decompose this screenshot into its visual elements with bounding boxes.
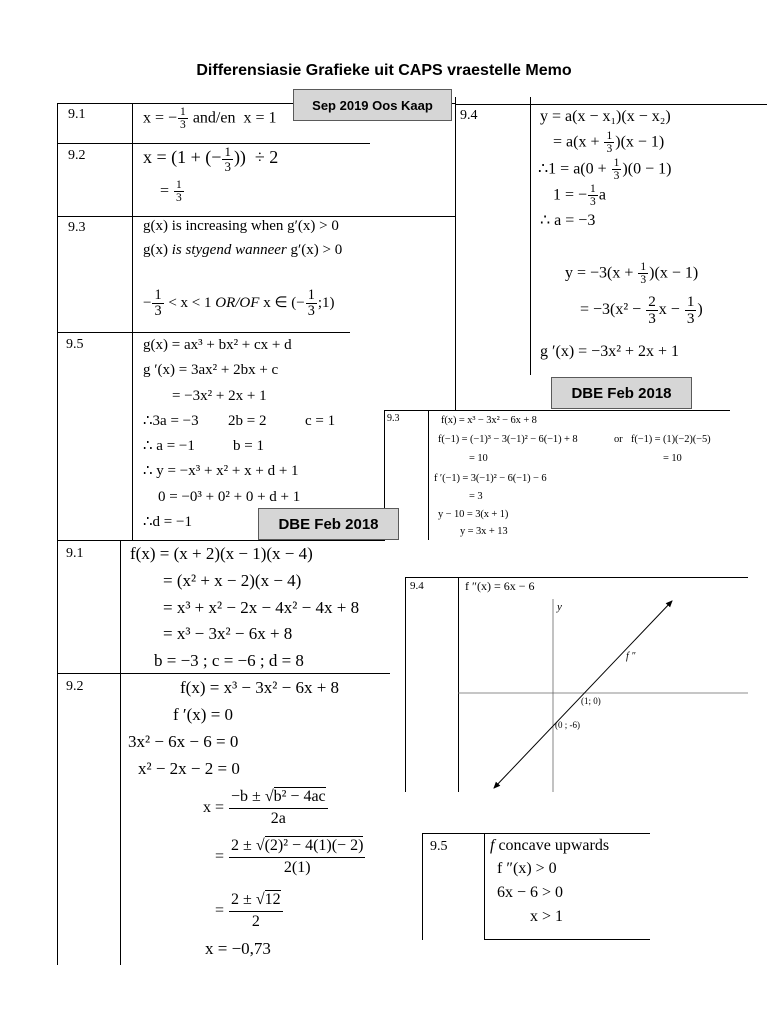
y-axis-label: y bbox=[557, 601, 562, 613]
answer-line: g ′(x) = −3x² + 2x + 1 bbox=[540, 343, 680, 360]
answer-line bbox=[160, 179, 185, 204]
numerator: 1 bbox=[180, 106, 186, 118]
table-rule bbox=[455, 104, 767, 105]
source-badge-sep-2019: Sep 2019 Oos Kaap bbox=[293, 89, 452, 121]
numerator: 1 bbox=[154, 287, 162, 303]
math-text: −b ± √ bbox=[231, 788, 274, 805]
math-text: )(x − 1) bbox=[649, 264, 699, 282]
answer-line: 2b = 2 bbox=[228, 413, 267, 429]
answer-line: = x³ + x² − 2x − 4x² − 4x + 8 bbox=[163, 598, 360, 617]
fraction bbox=[178, 106, 188, 131]
fraction bbox=[588, 183, 598, 208]
answer-line: x = −0,73 bbox=[205, 939, 271, 958]
math-text: ) bbox=[697, 301, 703, 319]
fraction bbox=[229, 836, 365, 879]
page-title: Differensiasie Grafieke uit CAPS vraestelle Memo bbox=[196, 62, 572, 79]
answer-line bbox=[215, 836, 366, 879]
curve-label: f ″ bbox=[626, 651, 636, 662]
numerator: 1 bbox=[640, 261, 647, 273]
answer-line bbox=[215, 890, 284, 933]
denominator: 3 bbox=[307, 302, 315, 319]
fraction bbox=[646, 294, 658, 327]
answer-line: g(x) is increasing when g′(x) > 0 bbox=[143, 218, 339, 234]
answer-line bbox=[143, 145, 278, 173]
answer-line bbox=[203, 787, 329, 830]
denominator: 3 bbox=[154, 302, 162, 319]
quadratic-formula-fraction bbox=[229, 787, 328, 830]
numerator: 1 bbox=[686, 293, 695, 310]
math-text: x = (1 + (− bbox=[143, 147, 222, 168]
math-text: f bbox=[490, 837, 495, 854]
fraction bbox=[152, 288, 163, 319]
denominator: 3 bbox=[613, 170, 620, 183]
radicand: b² − 4ac bbox=[273, 788, 326, 805]
table-rule bbox=[422, 833, 423, 940]
derivative-line bbox=[494, 601, 672, 788]
answer-line: f(−1) = (1)(−2)(−5) bbox=[631, 434, 711, 445]
table-rule bbox=[57, 540, 58, 965]
math-text: = −3(x² − bbox=[580, 301, 642, 319]
math-text: < x < 1 bbox=[168, 294, 212, 311]
answer-line: ∴ a = −1 bbox=[143, 438, 195, 454]
math-text: is stygend wanneer bbox=[171, 242, 287, 258]
y-intercept-label: (0 ; -6) bbox=[555, 720, 580, 730]
answer-line: x > 1 bbox=[530, 908, 564, 925]
answer-line: 0 = −0³ + 0² + 0 + d + 1 bbox=[158, 489, 301, 505]
table-rule bbox=[57, 540, 385, 541]
denominator: 3 bbox=[686, 309, 695, 327]
table-rule bbox=[422, 833, 650, 834]
table-rule bbox=[57, 143, 370, 144]
question-number: 9.2 bbox=[68, 148, 86, 163]
numerator: 1 bbox=[590, 183, 596, 195]
math-text: x − bbox=[658, 301, 680, 319]
numerator bbox=[229, 787, 328, 809]
math-text: )(x − 1) bbox=[615, 133, 665, 151]
table-rule bbox=[132, 103, 133, 540]
answer-line bbox=[580, 294, 703, 327]
radicand: (2)² − 4(1)(− 2) bbox=[264, 837, 364, 854]
answer-line: g ′(x) = 3ax² + 2bx + c bbox=[143, 362, 279, 378]
table-rule bbox=[57, 673, 390, 674]
math-text: y = −3(x + bbox=[565, 264, 634, 282]
question-number: 9.4 bbox=[410, 580, 424, 592]
math-text: )) ÷ 2 bbox=[233, 147, 279, 168]
answer-line bbox=[143, 106, 276, 131]
math-text: = a(x + bbox=[553, 133, 600, 151]
x-intercept-label: (1; 0) bbox=[581, 696, 601, 706]
question-number: 9.2 bbox=[66, 679, 84, 694]
answer-line bbox=[553, 130, 664, 155]
math-text: − bbox=[143, 294, 152, 311]
answer-line: = 3 bbox=[469, 491, 483, 502]
table-rule bbox=[428, 410, 429, 540]
denominator: 3 bbox=[590, 196, 596, 209]
math-text: concave upwards bbox=[498, 837, 610, 854]
answer-line: = (x² + x − 2)(x − 4) bbox=[163, 571, 302, 590]
answer-line: = 10 bbox=[663, 453, 682, 464]
answer-line: ∴3a = −3 bbox=[143, 413, 199, 429]
denominator: 2(1) bbox=[283, 858, 311, 876]
math-text: a bbox=[598, 186, 606, 204]
answer-line: = −3x² + 2x + 1 bbox=[172, 388, 267, 404]
denominator: 3 bbox=[180, 119, 186, 132]
math-text: and/en x = 1 bbox=[192, 109, 277, 127]
answer-line: f(x) = (x + 2)(x − 1)(x − 4) bbox=[130, 544, 313, 563]
question-number: 9.3 bbox=[68, 220, 86, 235]
table-rule bbox=[484, 939, 650, 940]
answer-line bbox=[143, 288, 335, 319]
answer-line: = 10 bbox=[469, 453, 488, 464]
numerator: 1 bbox=[307, 287, 315, 303]
answer-line: f ′(−1) = 3(−1)² − 6(−1) − 6 bbox=[434, 473, 547, 484]
answer-line bbox=[553, 183, 606, 208]
math-text: ;1) bbox=[317, 294, 335, 311]
fraction bbox=[638, 261, 648, 286]
fraction bbox=[229, 890, 283, 933]
answer-line: ∴d = −1 bbox=[143, 514, 192, 530]
answer-line: ∴ a = −3 bbox=[540, 212, 596, 229]
math-text: OR/OF bbox=[215, 294, 260, 311]
derivative-graph bbox=[405, 577, 748, 792]
answer-line bbox=[143, 242, 342, 259]
source-badge-dbe-feb-2018: DBE Feb 2018 bbox=[551, 377, 692, 409]
math-text: = bbox=[160, 182, 170, 200]
radicand: 12 bbox=[264, 891, 281, 908]
answer-line: y = a(x − x₁)(x − x₂) bbox=[540, 108, 671, 125]
fraction bbox=[612, 157, 622, 182]
answer-line: y − 10 = 3(x + 1) bbox=[438, 509, 509, 520]
denominator: 3 bbox=[224, 158, 231, 174]
answer-line: f(−1) = (−1)³ − 3(−1)² − 6(−1) + 8 bbox=[438, 434, 578, 445]
answer-line bbox=[490, 837, 609, 855]
answer-line: f(x) = x³ − 3x² − 6x + 8 bbox=[180, 678, 340, 697]
numerator: 1 bbox=[606, 130, 613, 142]
answer-line: g(x) = ax³ + bx² + cx + d bbox=[143, 337, 292, 353]
numerator: 1 bbox=[613, 157, 620, 169]
answer-line: x² − 2x − 2 = 0 bbox=[138, 759, 240, 778]
answer-line: b = 1 bbox=[233, 438, 264, 454]
denominator: 3 bbox=[176, 192, 182, 205]
denominator: 2 bbox=[251, 912, 260, 930]
fraction bbox=[174, 179, 184, 204]
table-rule bbox=[120, 540, 121, 965]
math-text: )(0 − 1) bbox=[622, 160, 672, 178]
fraction bbox=[685, 294, 697, 327]
table-rule bbox=[384, 410, 730, 411]
answer-line: f(x) = x³ − 3x² − 6x + 8 bbox=[441, 415, 537, 426]
math-text: g′(x) > 0 bbox=[290, 242, 343, 258]
question-number: 9.5 bbox=[430, 839, 448, 854]
question-number: 9.1 bbox=[68, 107, 86, 122]
table-rule bbox=[57, 332, 350, 333]
question-number: 9.5 bbox=[66, 337, 84, 352]
table-rule bbox=[455, 97, 456, 410]
denominator: 3 bbox=[640, 274, 647, 287]
denominator: 2a bbox=[270, 809, 286, 827]
numerator: 1 bbox=[176, 179, 182, 191]
answer-line: c = 1 bbox=[305, 413, 336, 429]
source-badge-dbe-feb-2018: DBE Feb 2018 bbox=[258, 508, 399, 540]
math-text: x ∈ (− bbox=[263, 294, 305, 311]
table-rule bbox=[57, 216, 455, 217]
answer-line: 6x − 6 > 0 bbox=[497, 884, 564, 901]
question-number: 9.3 bbox=[387, 413, 400, 424]
fraction bbox=[222, 145, 232, 173]
math-text: ∴1 = a(0 + bbox=[538, 160, 607, 178]
math-text: 2 ± √ bbox=[231, 837, 265, 854]
math-text: x = bbox=[203, 798, 225, 816]
answer-line bbox=[565, 261, 698, 286]
table-rule bbox=[530, 97, 531, 375]
math-text: 1 = − bbox=[553, 186, 588, 204]
fraction bbox=[306, 288, 317, 319]
numerator: 1 bbox=[224, 144, 231, 159]
answer-line: b = −3 ; c = −6 ; d = 8 bbox=[154, 651, 304, 670]
answer-line: f ′(x) = 0 bbox=[173, 705, 234, 724]
answer-line bbox=[538, 157, 671, 182]
fraction bbox=[604, 130, 614, 155]
numerator: 2 bbox=[648, 293, 656, 310]
answer-line: y = 3x + 13 bbox=[460, 526, 508, 537]
answer-line: ∴ y = −x³ + x² + x + d + 1 bbox=[143, 463, 299, 479]
answer-line: = x³ − 3x² − 6x + 8 bbox=[163, 624, 293, 643]
table-rule bbox=[57, 103, 58, 540]
math-text: 2 ± √ bbox=[231, 891, 265, 908]
numerator bbox=[229, 890, 283, 912]
numerator bbox=[229, 836, 365, 858]
denominator: 3 bbox=[606, 143, 613, 156]
answer-line: f ″(x) > 0 bbox=[497, 860, 557, 877]
answer-line: 3x² − 6x − 6 = 0 bbox=[128, 732, 239, 751]
question-number: 9.1 bbox=[66, 546, 84, 561]
math-text: x = − bbox=[143, 109, 178, 127]
table-rule bbox=[484, 833, 485, 940]
denominator: 3 bbox=[648, 309, 656, 327]
math-text: = bbox=[215, 847, 225, 865]
math-text: = bbox=[215, 901, 225, 919]
math-text: g(x) bbox=[143, 242, 168, 258]
question-number: 9.4 bbox=[460, 108, 478, 123]
answer-line: or bbox=[614, 434, 623, 445]
graph-equation: f ″(x) = 6x − 6 bbox=[465, 579, 535, 593]
